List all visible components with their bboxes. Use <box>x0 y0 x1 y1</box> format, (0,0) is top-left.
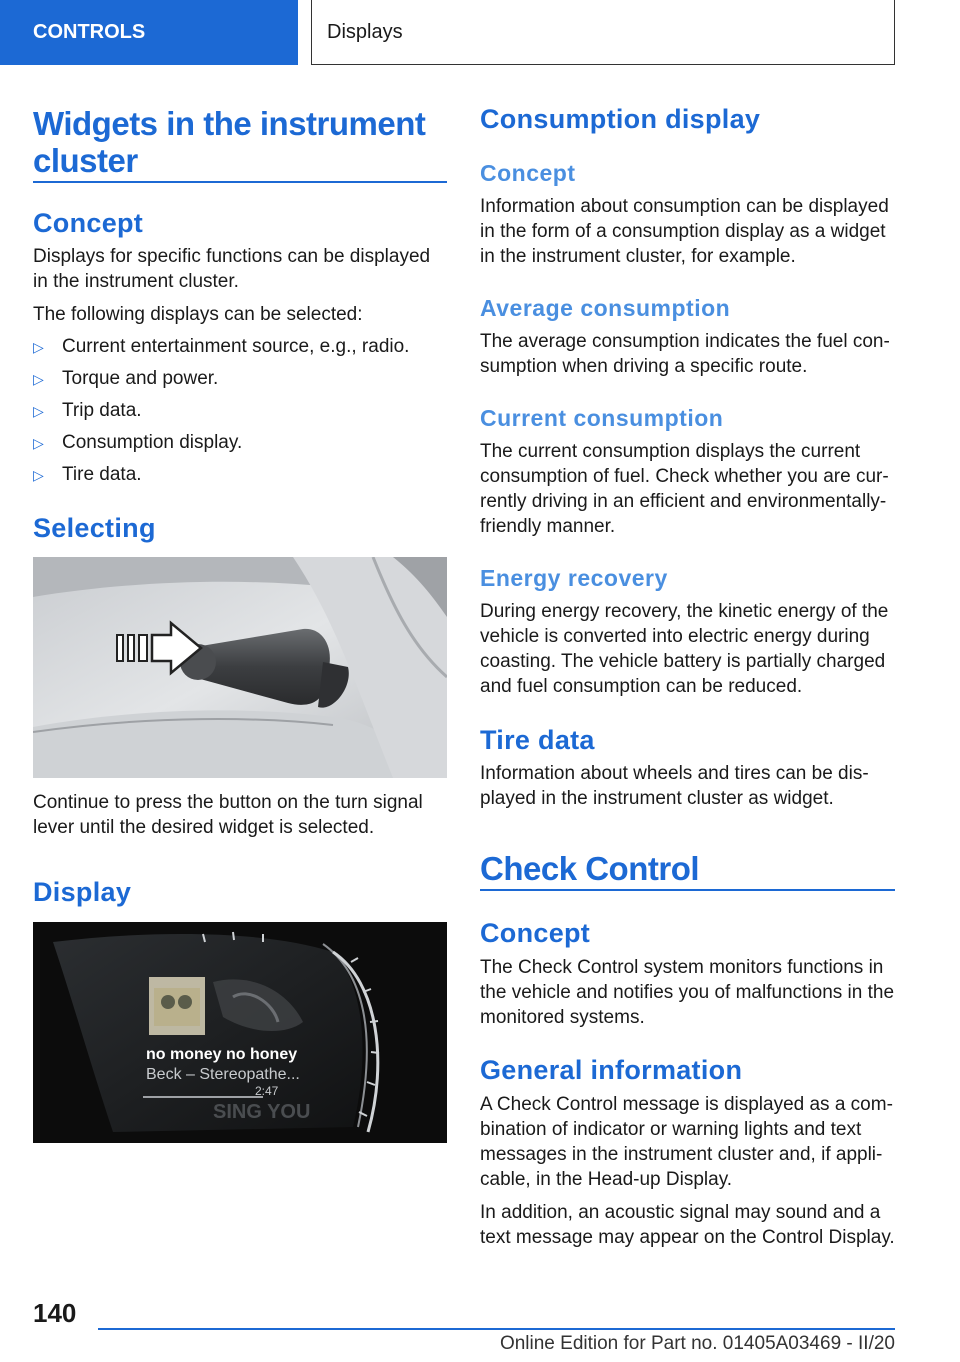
average-consumption-text: The average consumption indicates the fuel con-sumption when driving a specific route. <box>480 331 890 377</box>
triangle-bullet-icon: ▷ <box>33 371 44 387</box>
list-item: ▷ Trip data. <box>33 398 447 430</box>
page-number: 140 <box>33 1298 77 1328</box>
consumption-concept-text: Information about consumption can be displayed in the form of a consumption display as a widget in the instrument cluster, for example. <box>480 196 889 267</box>
check-control-rule <box>480 889 895 891</box>
general-information-text: A Check Control message is displayed as a com-bination of indicator or warning lights and text messages in the instrument cluster and, if appli-cable, in the Head-up Display. <box>480 1094 893 1190</box>
cc-concept-text: The Check Control system monitors functions in the vehicle and notifies you of malfunctions in the monitored systems. <box>480 957 895 1028</box>
current-consumption-heading: Current consumption <box>480 405 724 431</box>
concept-paragraph: Displays for specific functions can be displayed in the instrument cluster. <box>33 246 431 292</box>
acoustic-signal-text: In addition, an acoustic signal may sound and a text message may appear on the Control Display. <box>480 1202 895 1248</box>
song-title: no money no honey <box>146 1046 298 1063</box>
instrument-cluster-image <box>33 922 447 1143</box>
energy-recovery-heading: Energy recovery <box>480 565 668 591</box>
tire-data-heading: Tire data <box>480 725 595 755</box>
concept-heading: Concept <box>33 208 144 238</box>
triangle-bullet-icon: ▷ <box>33 339 44 355</box>
turn-signal-lever-image <box>33 557 447 778</box>
section-tab[interactable]: CONTROLS <box>0 0 298 65</box>
energy-recovery-text: During energy recovery, the kinetic energy of the vehicle is converted into electric energy during coasting. The vehicle battery is partially charged and fuel consumption can be reduced. <box>480 601 889 697</box>
check-control-heading: Check Control <box>480 850 700 887</box>
tire-data-text: Information about wheels and tires can be dis-played in the instrument cluster as widget. <box>480 763 869 809</box>
title-rule <box>33 181 447 183</box>
consumption-concept-heading: Concept <box>480 160 576 186</box>
consumption-heading: Consumption display <box>480 104 761 134</box>
display-list <box>33 334 447 494</box>
selecting-paragraph: Continue to press the button on the turn signal lever until the desired widget is selected. <box>33 792 423 838</box>
triangle-bullet-icon: ▷ <box>33 403 44 419</box>
page-title: Widgets in the instrument cluster <box>33 105 426 179</box>
cc-concept-heading: Concept <box>480 918 591 948</box>
selecting-heading: Selecting <box>33 513 156 543</box>
list-item: ▷ Current entertainment source, e.g., radio. <box>33 334 447 366</box>
svg-text:SING YOU: SING YOU <box>213 1101 311 1123</box>
artist-name: Beck – Stereopathe... <box>146 1066 300 1083</box>
list-item: ▷ Tire data. <box>33 462 447 494</box>
current-consumption-text: The current consumption displays the current consumption of fuel. Check whether you are cur-rently driving in an efficient and environmentally-friendly manner. <box>480 441 889 537</box>
triangle-bullet-icon: ▷ <box>33 467 44 483</box>
edition-note: Online Edition for Part no. 01405A03469 - II/20 <box>499 1333 895 1354</box>
list-item: ▷ Consumption display. <box>33 430 447 462</box>
list-item: ▷ Torque and power. <box>33 366 447 398</box>
selectable-intro: The following displays can be selected: <box>33 304 363 325</box>
footer-rule <box>98 1328 895 1330</box>
display-heading: Display <box>33 877 132 907</box>
chapter-title: Displays <box>311 0 895 65</box>
general-information-heading: General information <box>480 1055 743 1085</box>
average-consumption-heading: Average consumption <box>480 295 731 321</box>
triangle-bullet-icon: ▷ <box>33 435 44 451</box>
track-time: 2:47 <box>255 1084 279 1098</box>
